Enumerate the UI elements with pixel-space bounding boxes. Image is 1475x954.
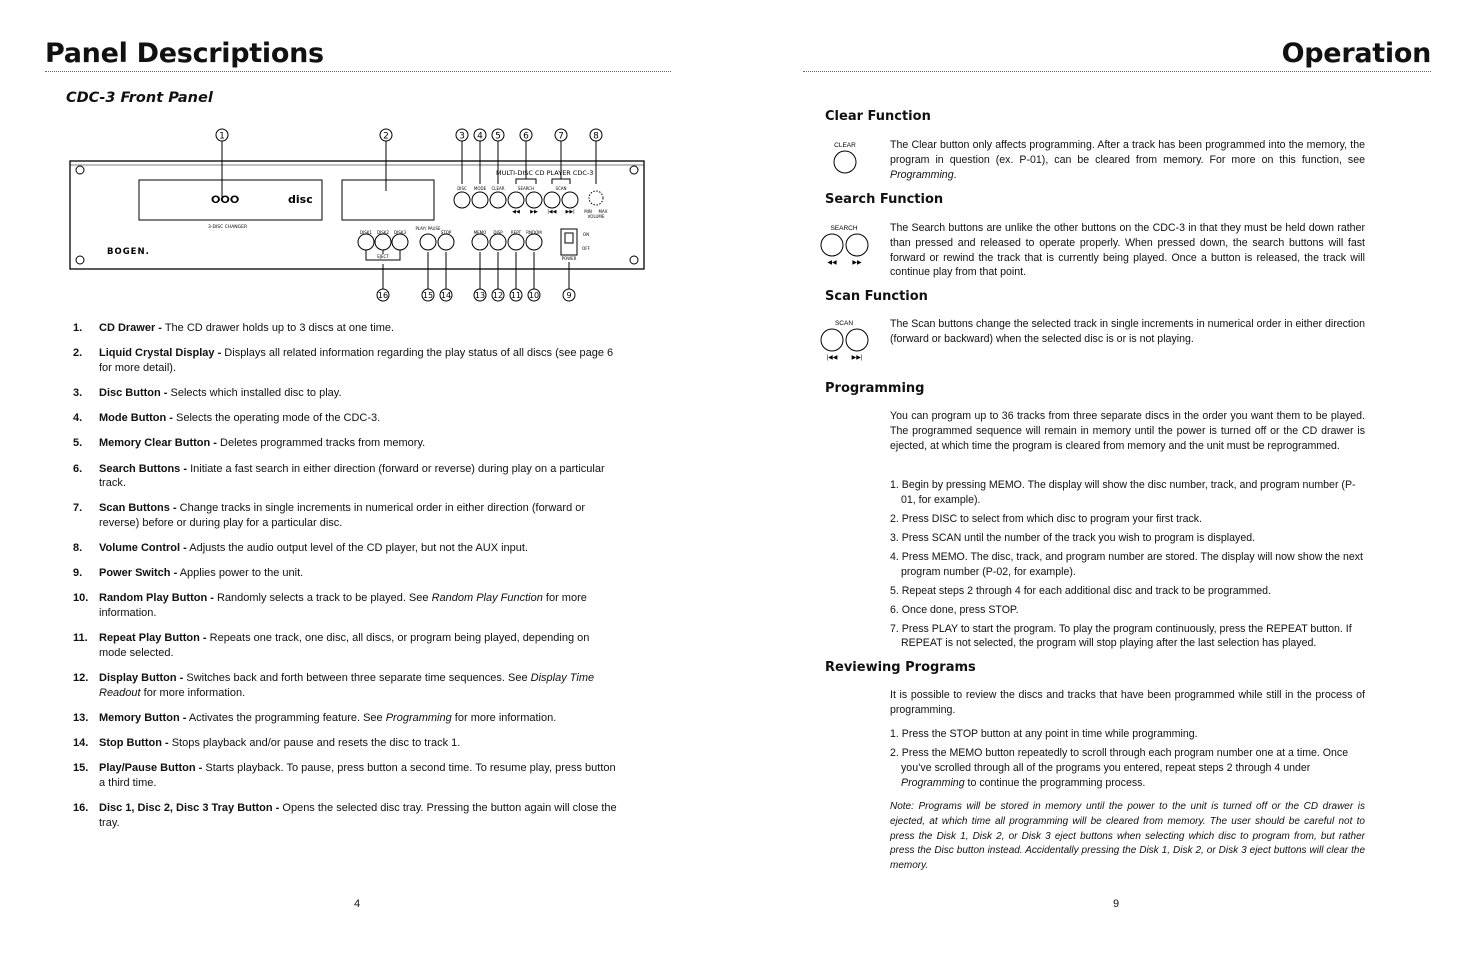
list-item: 11. Repeat Play Button - Repeats one track, one disc, all discs, or program being played, depending on mode selected. bbox=[73, 632, 590, 659]
label-play-pause: PLAY/ PAUSE bbox=[415, 226, 441, 231]
rack-hole bbox=[76, 256, 84, 264]
label-clear: CLEAR bbox=[491, 186, 505, 191]
page-title-right: Operation bbox=[1281, 38, 1431, 69]
clear-description: The Clear button only affects programming. After a track has been programmed into the memory, the program in question (ex. P-01), can be cleared from memory. For more on this function, see Programming. bbox=[890, 139, 1365, 181]
scan-description: The Scan buttons change the selected track in single increments in numerical order in either direction (forward or backward) when the selected disc is or is not playing. bbox=[890, 318, 1365, 345]
callout-label-14: 14 bbox=[440, 291, 452, 300]
search-back-button bbox=[508, 192, 524, 208]
rack-hole bbox=[76, 166, 84, 174]
clear-button-icon bbox=[817, 138, 877, 178]
label-min: MIN bbox=[584, 209, 592, 214]
search-forward-button bbox=[526, 192, 542, 208]
scan-heading: Scan Function bbox=[825, 289, 928, 304]
clear-icon-label: CLEAR bbox=[834, 142, 856, 149]
callout-label-13: 13 bbox=[474, 291, 486, 300]
list-item: 16. Disc 1, Disc 2, Disc 3 Tray Button - Opens the selected disc tray. Pressing the button again will close the tray. bbox=[73, 801, 617, 829]
list-item: 14. Stop Button - Stops playback and/or pause and resets the disc to track 1. bbox=[73, 737, 461, 749]
list-item: 3. Disc Button - Selects which installed disc to play. bbox=[73, 386, 342, 399]
callout-label-4: 4 bbox=[477, 131, 483, 142]
page-number-left: 4 bbox=[354, 898, 361, 910]
scan-back-button bbox=[544, 192, 560, 208]
callout-label-15: 15 bbox=[422, 291, 434, 300]
reviewing-heading: Reviewing Programs bbox=[825, 660, 976, 675]
callout-label-6: 6 bbox=[523, 131, 529, 142]
left-page bbox=[0, 0, 737, 954]
disk1-eject-button bbox=[358, 234, 374, 250]
label-scan: SCAN bbox=[555, 186, 567, 191]
list-item: 1. Press the STOP button at any point in time while programming. bbox=[890, 728, 1198, 740]
list-item: 2. Press DISC to select from which disc to program your first track. bbox=[890, 512, 1203, 525]
label-disp: DISP bbox=[493, 230, 503, 235]
label-disk1: DISK1 bbox=[360, 230, 372, 235]
search-description: The Search buttons are unlike the other buttons on the CDC-3 in that they must be held down rather than pressed and released to operate properly. When pressed down, the search buttons will fast forward or rewind the track that is currently being played. Once a button is released, the track will continue play from that point. bbox=[890, 222, 1365, 279]
disp-button bbox=[490, 234, 506, 250]
scan-forward-button bbox=[562, 192, 578, 208]
label-disk3: DISK3 bbox=[394, 230, 406, 235]
list-item: 3. Press SCAN until the number of the track you wish to program is displayed. bbox=[890, 531, 1256, 544]
clear-button bbox=[490, 192, 506, 208]
callout-label-11: 11 bbox=[510, 291, 522, 300]
list-item: 8. Volume Control - Adjusts the audio output level of the CD player, but not the AUX input. bbox=[73, 542, 529, 555]
reviewing-steps bbox=[890, 727, 1365, 795]
rewind-icon: ◀◀ bbox=[827, 260, 837, 266]
label-on: ON bbox=[582, 232, 590, 237]
label-stop: STOP bbox=[440, 230, 452, 235]
list-item: 6. Search Buttons - Initiate a fast search in either direction (forward or reverse) during play on a particular track. bbox=[73, 462, 605, 490]
label-disk2: DISK2 bbox=[377, 230, 389, 235]
play-pause-button bbox=[420, 234, 436, 250]
skip-back-icon: |◀◀ bbox=[547, 209, 557, 215]
callout-label-3: 3 bbox=[459, 131, 465, 142]
disc-logo: disc bbox=[288, 193, 313, 206]
label-off: OFF bbox=[582, 246, 590, 251]
brand-logo: BOGEN. bbox=[107, 247, 150, 257]
list-item: 15. Play/Pause Button - Starts playback. To pause, press button a second time. To resume play, press button a third time. bbox=[73, 762, 616, 789]
callout-label-12: 12 bbox=[492, 291, 504, 300]
disk2-eject-button bbox=[375, 234, 391, 250]
list-item: 4. Press MEMO. The disc, track, and program number are stored. The display will now show the next program number (P-02, for example). bbox=[890, 550, 1363, 578]
callout-label-1: 1 bbox=[219, 131, 225, 142]
label-max: MAX bbox=[598, 209, 608, 214]
label-search: SEARCH bbox=[517, 186, 535, 191]
clear-heading: Clear Function bbox=[825, 109, 931, 124]
label-memo: MEMO bbox=[473, 230, 487, 235]
list-item: 10. Random Play Button - Randomly selects a track to be played. See Random Play Function for more information. bbox=[73, 592, 587, 620]
list-item: 4. Mode Button - Selects the operating mode of the CDC-3. bbox=[73, 412, 381, 425]
memo-button bbox=[472, 234, 488, 250]
disk3-eject-button bbox=[392, 234, 408, 250]
device-title: MULTI-DISC CD PLAYER CDC-3 bbox=[496, 169, 594, 177]
label-volume: VOLUME bbox=[587, 214, 605, 219]
programming-note: Note: Programs will be stored in memory until the power to the unit is turned off or the CD drawer is ejected, at which time all programming will be cleared from memory. The user should be careful not to press the Disk 1, Disk 2, or Disk 3 eject buttons when selecting which disc to program from, but rather press the Disc button instead. Accidentally pressing the Disk 1, Disk 2, or Disk 3 eject buttons will clear the memory. bbox=[890, 801, 1365, 872]
list-item: 5. Repeat steps 2 through 4 for each additional disc and track to be programmed. bbox=[890, 584, 1272, 597]
rndom-button bbox=[526, 234, 542, 250]
label-power: POWER bbox=[561, 256, 577, 261]
component-list bbox=[73, 321, 618, 841]
mode-button bbox=[472, 192, 488, 208]
skip-forward-icon: ▶▶| bbox=[851, 355, 863, 361]
callout-label-8: 8 bbox=[593, 131, 599, 142]
label-eject: EJECT bbox=[377, 254, 389, 259]
changer-icon: ⵔⵔⵔ bbox=[211, 195, 240, 206]
stop-button bbox=[438, 234, 454, 250]
scan-icon-label: SCAN bbox=[834, 320, 854, 327]
callout-label-2: 2 bbox=[383, 131, 389, 142]
reviewing-intro: It is possible to review the discs and tracks that have been programmed while still in the process of programming. bbox=[890, 689, 1365, 716]
skip-back-icon: |◀◀ bbox=[826, 355, 838, 361]
rewind-icon: ◀◀ bbox=[512, 209, 520, 215]
chassis-outline bbox=[70, 161, 644, 269]
search-heading: Search Function bbox=[825, 192, 944, 207]
section-subtitle: CDC-3 Front Panel bbox=[66, 90, 213, 106]
label-disc: DISC bbox=[457, 186, 467, 191]
skip-forward-icon: ▶▶| bbox=[565, 209, 575, 215]
fast-forward-icon: ▶▶ bbox=[852, 260, 862, 266]
programming-steps bbox=[890, 478, 1365, 655]
front-panel-diagram bbox=[66, 124, 648, 306]
title-rule-left bbox=[45, 71, 671, 72]
programming-intro: You can program up to 36 tracks from three separate discs in the order you want them to be played. The programmed sequence will remain in memory until the power is turned off or the CD drawer is ejected, at which time the program is cleared from memory and the unit must be reprogrammed. bbox=[890, 410, 1365, 452]
lcd-display bbox=[342, 180, 434, 220]
callout-label-5: 5 bbox=[495, 131, 501, 142]
list-item: 7. Scan Buttons - Change tracks in single increments in numerical order in either direction (forward or reverse) before or during play for a particular disc. bbox=[73, 502, 586, 529]
search-icon-label: SEARCH bbox=[830, 225, 858, 232]
list-item: 12. Display Button - Switches back and forth between three separate time sequences. See Display Time Readout for more information. bbox=[73, 672, 595, 699]
label-rndom: RNDOM bbox=[526, 230, 542, 235]
page-number-right: 9 bbox=[1113, 898, 1120, 910]
list-item: 2. Press the MEMO button repeatedly to scroll through each program number one at a time. Once you’ve scrolled through all of the programs you entered, repeat steps 2 through 4 under Programming to continue the programming process. bbox=[890, 746, 1349, 789]
label-mode: MODE bbox=[473, 186, 487, 191]
fast-forward-icon: ▶▶ bbox=[530, 209, 538, 215]
list-item: 6. Once done, press STOP. bbox=[890, 603, 1019, 616]
label-rept: REPT bbox=[510, 230, 522, 235]
scan-buttons-icon bbox=[817, 317, 881, 363]
list-item: 1. CD Drawer - The CD drawer holds up to 3 discs at one time. bbox=[73, 322, 395, 334]
list-item: 7. Press PLAY to start the program. To play the program continuously, press the REPEAT button. If REPEAT is not selected, the program will stop playing after the last selection has played. bbox=[890, 622, 1352, 650]
page-title-left: Panel Descriptions bbox=[45, 38, 324, 69]
title-rule-right bbox=[803, 71, 1431, 72]
disc-button bbox=[454, 192, 470, 208]
callout-label-16: 16 bbox=[377, 291, 389, 300]
rept-button bbox=[508, 234, 524, 250]
search-buttons-icon bbox=[817, 221, 881, 267]
callout-label-9: 9 bbox=[566, 291, 572, 300]
list-item: 1. Begin by pressing MEMO. The display will show the disc number, track, and program number (P-01, for example). bbox=[890, 479, 1356, 506]
rack-hole bbox=[630, 166, 638, 174]
list-item: 5. Memory Clear Button - Deletes programmed tracks from memory. bbox=[73, 437, 426, 450]
rack-hole bbox=[630, 256, 638, 264]
callout-label-7: 7 bbox=[558, 131, 564, 142]
right-page bbox=[737, 0, 1475, 954]
list-item: 2. Liquid Crystal Display - Displays all related information regarding the play status of all discs (see page 6 for more detail). bbox=[73, 347, 614, 374]
list-item: 13. Memory Button - Activates the programming feature. See Programming for more information. bbox=[73, 711, 557, 724]
volume-knob bbox=[589, 191, 603, 205]
list-item: 9. Power Switch - Applies power to the unit. bbox=[73, 567, 304, 580]
callout-label-10: 10 bbox=[528, 291, 540, 300]
programming-heading: Programming bbox=[825, 381, 925, 396]
changer-label: 3-DISC CHANGER bbox=[208, 225, 248, 230]
